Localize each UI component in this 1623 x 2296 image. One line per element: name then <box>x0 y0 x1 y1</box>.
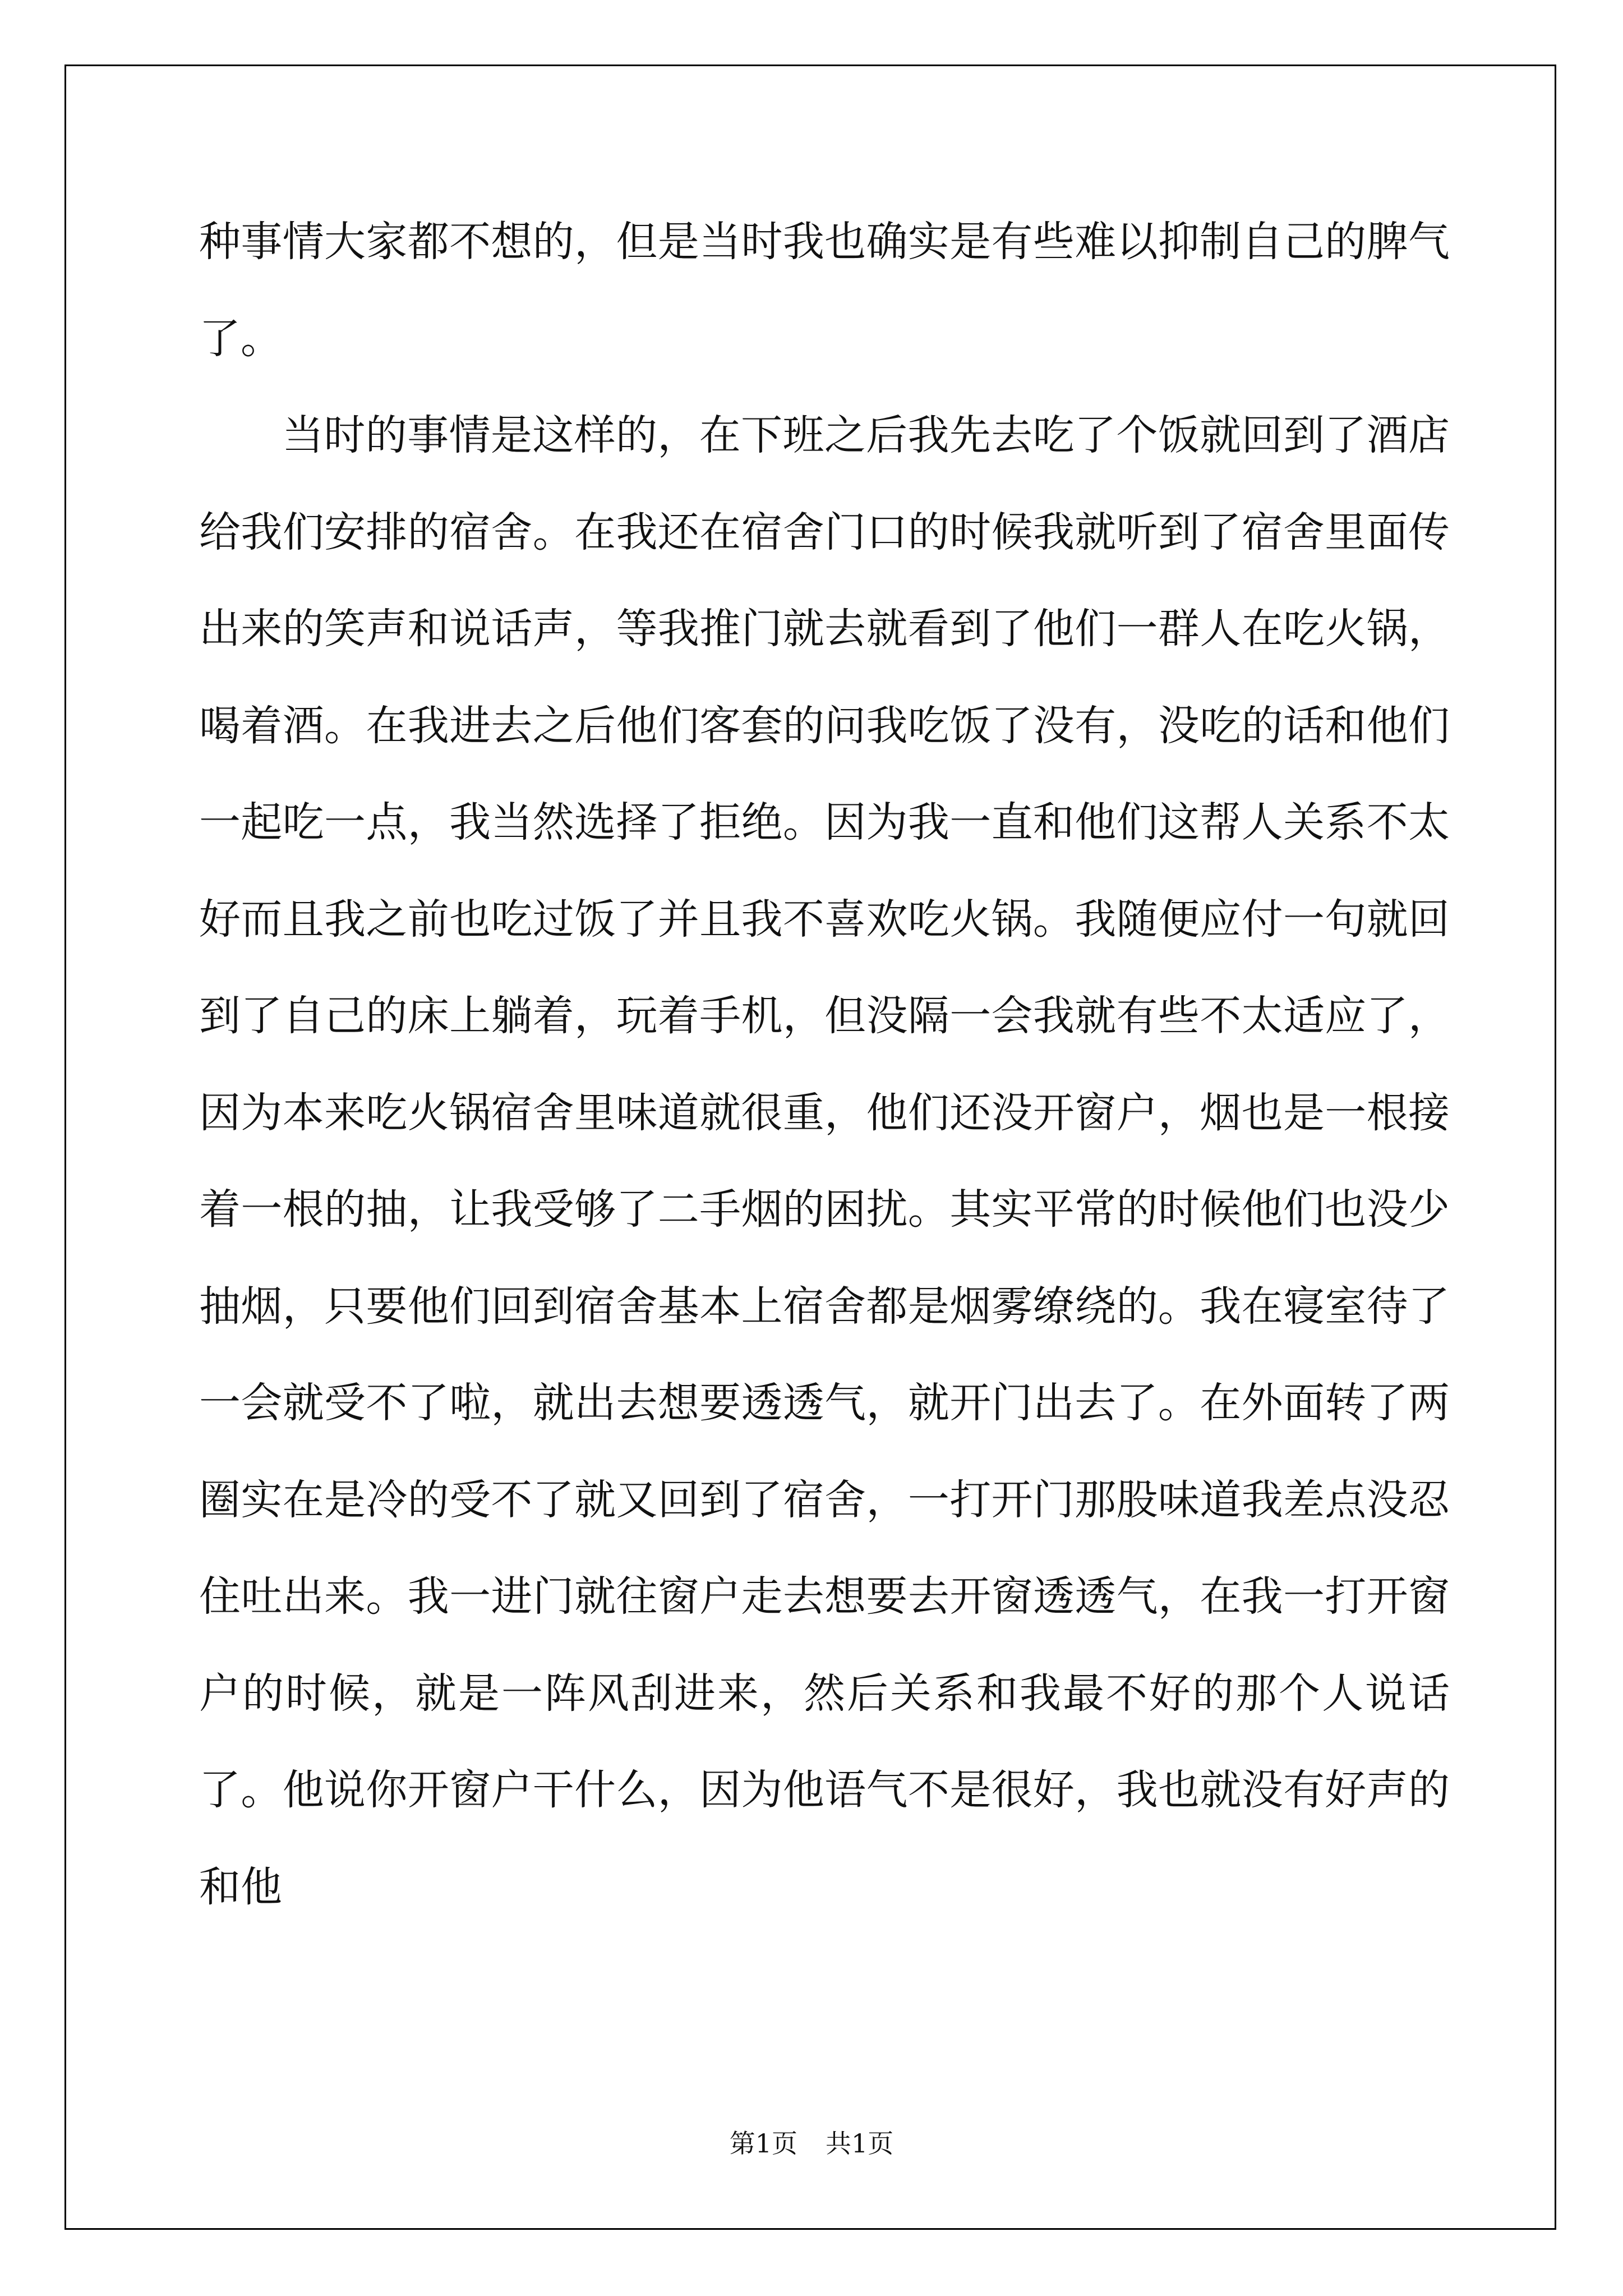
paragraph-2: 当时的事情是这样的，在下班之后我先去吃了个饭就回到了酒店给我们安排的宿舍。在我还在宿舍门口的时候我就听到了宿舍里面传出来的笑声和说话声，等我推门就去就看到了他们一群人在吃火锅，喝着酒。在我进去之后他们客套的问我吃饭了没有，没吃的话和他们一起吃一点，我当然选择了拒绝。因为我一直和他们这帮人关系不太好而且我之前也吃过饭了并且我不喜欢吃火锅。我随便应付一句就回到了自己的床上躺着，玩着手机，但没隔一会我就有些不太适应了，因为本来吃火锅宿舍里味道就很重，他们还没开窗户，烟也是一根接着一根的抽，让我受够了二手烟的困扰。其实平常的时候他们也没少抽烟，只要他们回到宿舍基本上宿舍都是烟雾缭绕的。我在寝室待了一会就受不了啦，就出去想要透透气，就开门出去了。在外面转了两圈实在是冷的受不了就又回到了宿舍，一打开门那股味道我差点没忍住吐出来。我一进门就往窗户走去想要去开窗透透气，在我一打开窗户的时候，就是一阵风刮进来，然后关系和我最不好的那个人说话了。他说你开窗户干什么，因为他语气不是很好，我也就没有好声的和他 <box>199 411 1450 1911</box>
page-number: 第1页 <box>729 2128 797 2159</box>
paragraph-1: 种事情大家都不想的，但是当时我也确实是有些难以抑制自己的脾气了。 <box>199 218 1450 363</box>
page-footer <box>0 2123 1623 2160</box>
page-total: 共1页 <box>826 2128 894 2159</box>
document-body <box>199 194 1450 1935</box>
